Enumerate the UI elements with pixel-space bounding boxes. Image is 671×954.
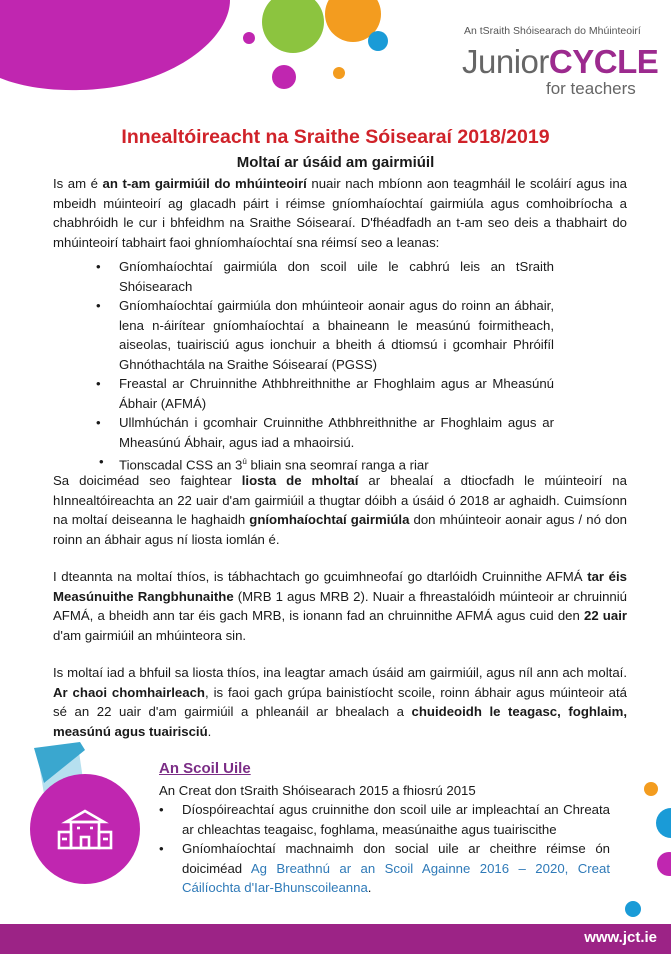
section-subtitle: An Creat don tSraith Shóisearach 2015 a fhiosrú 2015 [159,783,476,798]
logo-tagline: An tSraith Shóisearach do Mhúinteoirí [464,25,641,37]
list-item: • Gníomhaíochtaí gairmiúla don scoil uile le cabhrú leis an tSraith Shóisearach [96,259,554,294]
section-list [159,800,610,898]
list-item: • Freastal ar Chruinnithe Athbhreithnithe ar Fhoghlaim agus ar Mheasúnú Ábhair (AFMÁ) [96,376,554,411]
footer-url[interactable]: www.jct.ie [584,929,657,946]
blue-dot [368,31,388,51]
logo-subtitle: for teachers [546,79,636,98]
section-title: An Scoil Uile [159,760,251,777]
activities-list [96,257,554,475]
orange-dot [333,67,345,79]
top-left-arc [0,0,230,90]
school-circle [30,774,140,884]
green-circle [262,0,324,53]
right-magenta-circle [657,852,671,876]
paragraph-2: Sa doiciméad seo faightear liosta de mholtaí ar bhealaí a dtiocfadh le múinteoirí na hInnealtóireachta an 22 uair d'am gairmiúil a thugtar dóibh a úsáid ó 2018 ar aghaidh. Cuimsíonn na moltaí deiseanna le haghaidh gníomhaíochtaí gairmiúla don mhúinteoir aonair agus / nó don roinn an ábhair agus ní liosta iomlán é. [53,473,628,547]
paragraph-3: I dteannta na moltaí thíos, is tábhachtach go gcuimhneofaí go dtarlóidh Cruinnithe AFMÁ tar éis Measúnuithe Rangbhunaithe (MRB 1 agus MRB 2). Nuair a fhreastalóidh múinteoir ar chruinniú AFMÁ, a bheidh ann tar éis gach MRB, is ionann fad an chruinnithe AFMÁ agus cuid den 22 uair d'am gairmiúil an mhúinteora sin. [53,569,628,643]
magenta-dot [272,65,296,89]
right-orange-dot [644,782,658,796]
logo-cycle: CYCLE [548,43,659,80]
list-item: • Gníomhaíochtaí gairmiúla don mhúinteoir aonair agus do roinn an ábhair, lena n-áirítear gníomhaíochtaí a bhaineann le measúnú foirmitheach, aiseolas, tuairisciú agus ionchuir a bheith á dtiomsú i gcomhair Phróifíl Ghnóthachtála na Sraithe Sóisearaí (PGSS) [96,298,554,372]
page-title: Innealtóireacht na Sraithe Sóisearaí 2018/2019 [121,126,550,148]
document-link[interactable]: Ag Breathnú ar an Scoil Againne 2016 – 2020, Creat Cáilíochta d'Iar-Bhunscoileanna [182,860,610,895]
footer-bar [0,924,671,954]
intro-paragraph: Is am é an t-am gairmiúil do mhúinteoirí nuair nach mbíonn aon teagmháil le scoláirí agus ina mbeidh múinteoirí ag glacadh páirt i réimse gníomhaíochtaí gairmiúla agus comhoibríocha a chabhróidh le cur i bhfeidhm na Sraithe Sóisearaí. D'fhéadfadh an t-am seo deis a thabhairt do mhúinteoirí tabhairt faoi ghníomhaíochtaí sna réimsí seo a leanas: [53,176,628,250]
right-blue-dot [625,901,641,917]
list-item: • Ullmhúchán i gcomhair Cruinnithe Athbhreithnithe ar Fhoghlaim agus ar Mheasúnú Ábhair, agus iad a mhaoirsiú. [96,415,554,450]
magenta-dot-small [243,32,255,44]
list-item: • Tionscadal CSS an $3^ú$ bliain sna seomraí ranga a riar [99,454,429,473]
list-item: • Gníomhaíochtaí machnaimh don social uile ar cheithre réimse ón doiciméad Ag Breathnú ar an Scoil Againne 2016 – 2020, Creat Cáilíochta d'Iar-Bhunscoileanna. [159,841,610,895]
list-item: • Díospóireachtaí agus cruinnithe don scoil uile ar impleachtaí an Chreata ar chleachtas teagaisc, foghlama, measúnaithe agus tuairiscithe [159,802,610,837]
paragraph-4: Is moltaí iad a bhfuil sa liosta thíos, ina leagtar amach úsáid am gairmiúil, agus níl ann ach moltaí. Ar chaoi chomhairleach, is faoi gach grúpa bainistíocht scoile, roinn ábhair agus múinteoir atá sé an 22 uair d'am gairmiúil a phleanáil ar bhealach a chuideoidh le teagasc, foghlaim, measúnú agus tuairisciú. [53,665,627,739]
page-subtitle: Moltaí ar úsáid am gairmiúil [236,154,435,171]
logo-junior: Junior [462,43,549,80]
logo [462,45,658,79]
right-blue-circle [656,808,671,838]
